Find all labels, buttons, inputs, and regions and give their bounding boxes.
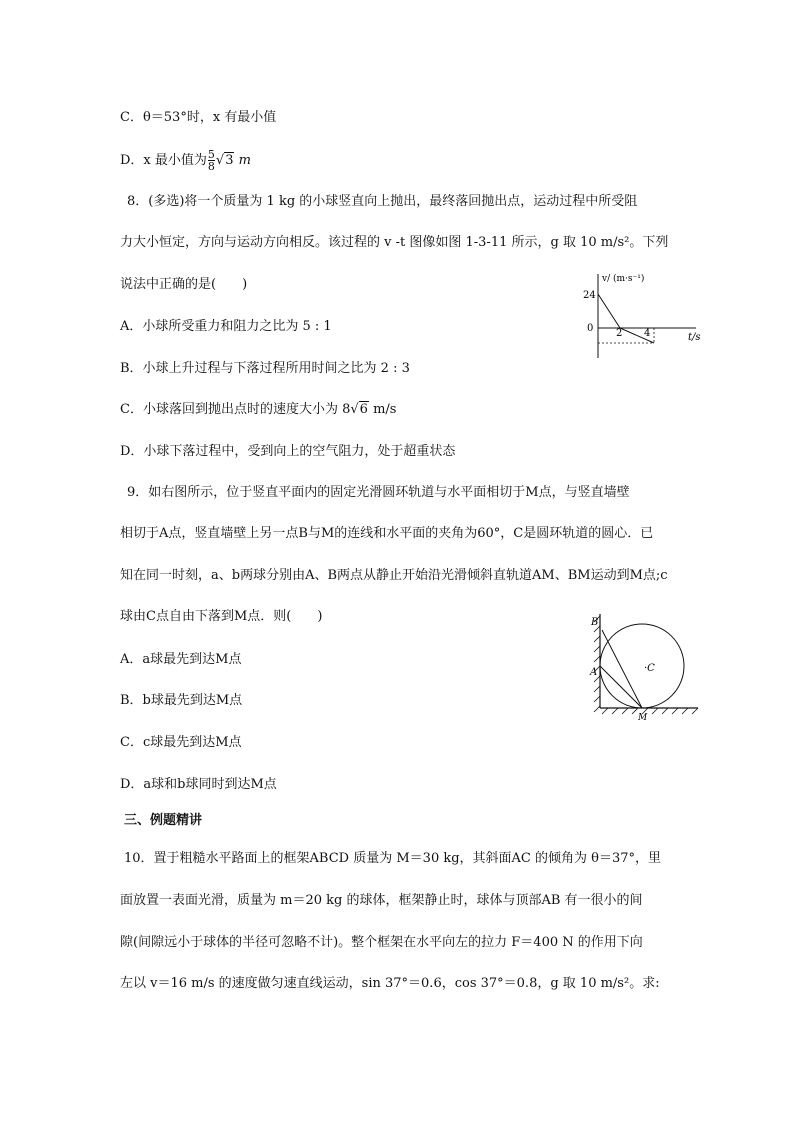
label-m: M: [638, 713, 648, 723]
q9-option-a: A．a球最先到达M点: [120, 652, 242, 667]
sqrt-radicand: 6: [359, 402, 368, 417]
fraction-numerator: 5: [207, 148, 215, 161]
track-bm: [602, 630, 642, 708]
tick-4: 4: [644, 328, 651, 339]
sqrt-radicand: 3: [225, 153, 234, 168]
q9-stem-line1: 9．如右图所示，位于竖直平面内的固定光滑圆环轨道与水平面相切于M点，与竖直墙壁: [127, 485, 630, 500]
ring-track-figure: [586, 608, 702, 724]
q9-stem-line3: 知在同一时刻，a、b两球分别由A、B两点从静止开始沿光滑倾斜直轨道AM、BM运动到M点;c: [120, 568, 668, 583]
label-a: A: [590, 667, 598, 678]
q8-option-b: B．小球上升过程与下落过程所用时间之比为 2 : 3: [120, 361, 410, 376]
q10-stem-line4: 左以 v＝16 m/s 的速度做匀速直线运动，sin 37°＝0.6，cos 37°＝0.8，g 取 10 m/s²。求:: [120, 976, 660, 991]
q8-stem-line2: 力大小恒定，方向与运动方向相反。该过程的 v -t 图像如图 1-3-11 所示，g 取 10 m/s²。下列: [120, 235, 669, 250]
q8-option-c-prefix: C．小球落回到抛出点时的速度大小为 8: [120, 402, 351, 417]
q7-option-d-prefix: D．x 最小值为: [120, 153, 207, 168]
unit: m/s: [368, 402, 397, 417]
unit: m: [238, 153, 251, 168]
wall-hatching: [594, 616, 600, 712]
fraction-denominator: 8: [207, 160, 215, 173]
q10-stem-line1: 10．置于粗糙水平路面上的框架ABCD 质量为 M＝30 kg，其斜面AC 的倾角为 θ＝37°，里: [124, 851, 662, 866]
q8-stem-line3: 说法中正确的是( ): [120, 277, 248, 292]
fraction: [208, 149, 215, 172]
tick-2: 2: [616, 328, 623, 339]
t-axis-label: t/s: [688, 332, 701, 343]
q7-option-c: C．θ＝53°时，x 有最小值: [120, 110, 277, 125]
v-axis-label: v/ (m·s⁻¹): [602, 274, 645, 284]
q10-stem-line3: 隙(间隙远小于球体的半径可忽略不计)。整个框架在水平向左的拉力 F＝400 N 的作用下向: [120, 935, 643, 950]
sqrt-sign: √: [215, 153, 225, 168]
q8-option-a: A．小球所受重力和阻力之比为 5 : 1: [120, 319, 332, 334]
sqrt-sign: √: [350, 402, 359, 417]
q8-stem-line1: 8．(多选)将一个质量为 1 kg 的小球竖直向上抛出，最终落回抛出点，运动过程中所受阻: [127, 194, 638, 209]
q10-stem-line2: 面放置一表面光滑，质量为 m＝20 kg 的球体，框架静止时，球体与顶部AB 有一很小的间: [120, 893, 643, 908]
ring-track: [600, 624, 684, 708]
q8-option-c: [120, 401, 396, 419]
tick-24: 24: [583, 290, 596, 301]
ground-hatching: [602, 708, 698, 714]
q9-option-c: C．c球最先到达M点: [120, 735, 242, 750]
q9-stem-line4: 球由C点自由下落到M点．则( ): [120, 609, 323, 624]
label-c: ·C: [644, 663, 655, 674]
q9-option-d: D．a球和b球同时到达M点: [120, 777, 277, 792]
q9-stem-line2: 相切于A点，竖直墙壁上另一点B与M的连线和水平面的夹角为60°，C是圆环轨道的圆心．已: [120, 526, 654, 541]
track-am: [600, 666, 642, 708]
vt-graph-figure: [578, 268, 708, 360]
q8-option-d: D．小球下落过程中，受到向上的空气阻力，处于超重状态: [120, 444, 456, 459]
q9-option-b: B．b球最先到达M点: [120, 693, 243, 708]
section-heading: 三、例题精讲: [124, 813, 203, 828]
tick-0: 0: [587, 323, 594, 334]
q7-option-d: [120, 149, 251, 172]
label-b: B: [591, 617, 599, 628]
